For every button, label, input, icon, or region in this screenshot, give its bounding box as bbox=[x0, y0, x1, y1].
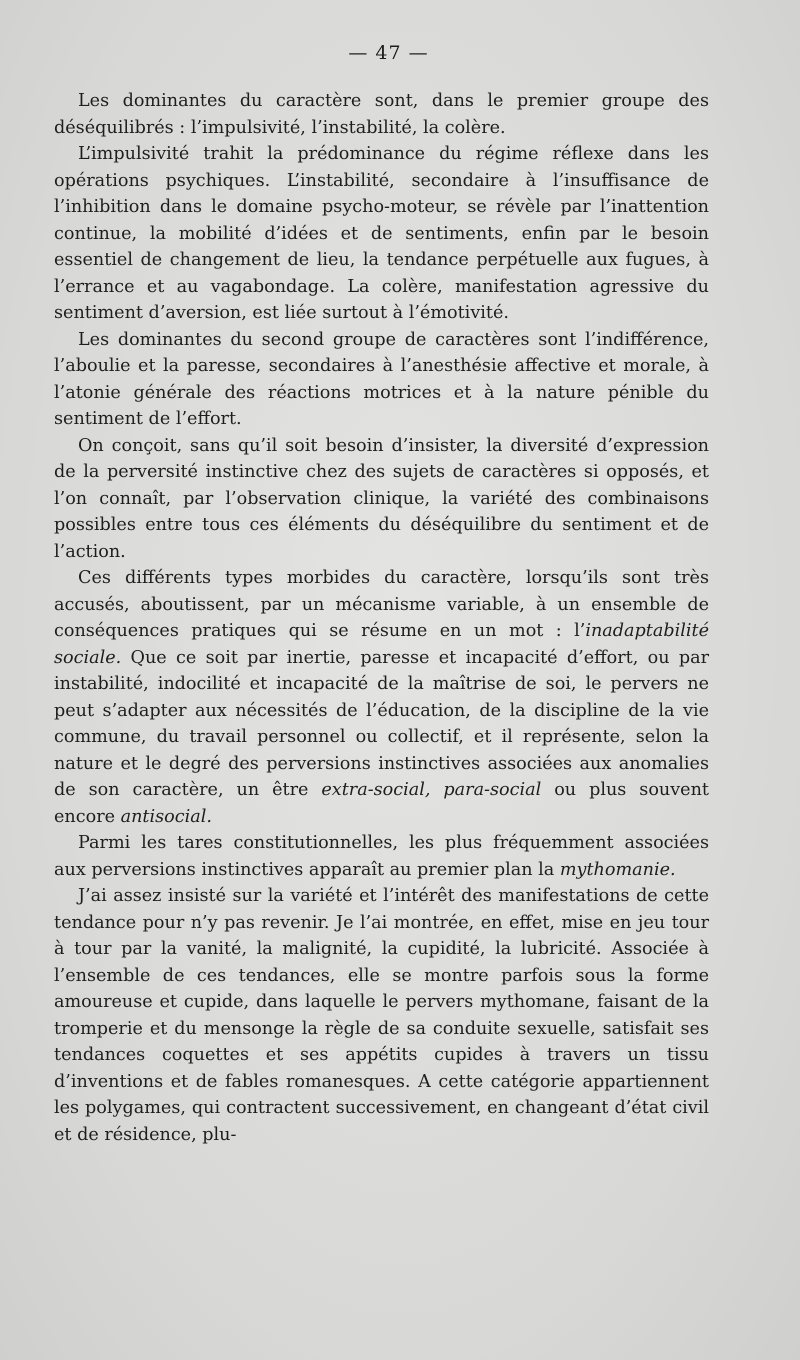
paragraph bbox=[54, 327, 709, 433]
text-run: L’impulsivité trahit la prédominance du régime réflexe dans les opérations psychiques. L’instabilité, secondaire à l’insuffisance de l’inhibition dans le domaine psycho-moteur, se révèle par l’inattention continue, la mobilité d’idées et de sentiments, enfin par le besoin essentiel de changement de lieu, la tendance perpétuelle aux fugues, à l’errance et au vagabondage. La colère, manifestation agressive du sentiment d’aversion, est liée surtout à l’émotivité. bbox=[54, 144, 709, 323]
italic-text: extra-social, para-social bbox=[321, 780, 542, 800]
paragraph bbox=[54, 883, 709, 1148]
page-body bbox=[54, 88, 709, 1148]
italic-text: mythomanie. bbox=[559, 859, 676, 880]
text-run: Ces différents types morbides du caractère, lorsqu’ils sont très accusés, aboutissent, par un mécanisme variable, à un ensemble de conséquences pratiques qui se résume en un mot : l’ bbox=[54, 568, 709, 641]
paragraph bbox=[54, 565, 709, 830]
text-run: Les dominantes du second groupe de caractères sont l’indifférence, l’aboulie et la paresse, secondaires à l’anesthésie affective et morale, à l’atonie générale des réactions motrices et à la nature pénible du sentiment de l’effort. bbox=[54, 329, 709, 429]
book-page bbox=[54, 40, 709, 1148]
paragraph bbox=[54, 141, 709, 327]
paragraph bbox=[54, 88, 709, 141]
text-run: Les dominantes du caractère sont, dans le premier groupe des déséquilibrés : l’impulsivité, l’instabilité, la colère. bbox=[54, 91, 709, 138]
text-run: Parmi les tares constitutionnelles, les plus fréquemment associées aux perversions instinctives apparaît au premier plan la bbox=[54, 833, 709, 880]
text-run: Que ce soit par inertie, paresse et incapacité d’effort, ou par instabilité, indocilité et incapacité de la maîtrise de soi, le pervers ne peut s’adapter aux nécessités de l’éducation, de la discipline de la vie commune, du travail personnel ou collectif, et il représente, selon la nature et le degré des perversions instinctives associées aux anomalies de son caractère, un être bbox=[54, 647, 709, 800]
paragraph bbox=[54, 433, 709, 566]
text-run: J’ai assez insisté sur la variété et l’intérêt des manifestations de cette tendance pour n’y pas revenir. Je l’ai montrée, en effet, mise en jeu tour à tour par la vanité, la malignité, la cupidité, la lubricité. Associée à l’ensemble de ces tendances, elle se montre parfois sous la forme amoureuse et cupide, dans laquelle le pervers mythomane, faisant de la tromperie et du mensonge la règle de sa conduite sexuelle, satisfait ses tendances coquettes et ses appétits cupides à travers un tissu d’inventions et de fables romanesques. A cette catégorie appartiennent les polygames, qui contractent successivement, en changeant d’état civil et de résidence, plu- bbox=[54, 886, 709, 1145]
page-number: — 47 — bbox=[348, 42, 429, 64]
text-run: On conçoit, sans qu’il soit besoin d’insister, la diversité d’expression de la perversité instinctive chez des sujets de caractères si opposés, et l’on connaît, par l’observation clinique, la variété des combinaisons possibles entre tous ces éléments du déséquilibre du sentiment et de l’action. bbox=[54, 435, 709, 562]
italic-text: inadaptabilité sociale. bbox=[54, 621, 709, 668]
paragraph bbox=[54, 830, 709, 883]
italic-text: antisocial. bbox=[120, 806, 212, 827]
text-run: ou plus souvent encore bbox=[54, 780, 709, 827]
